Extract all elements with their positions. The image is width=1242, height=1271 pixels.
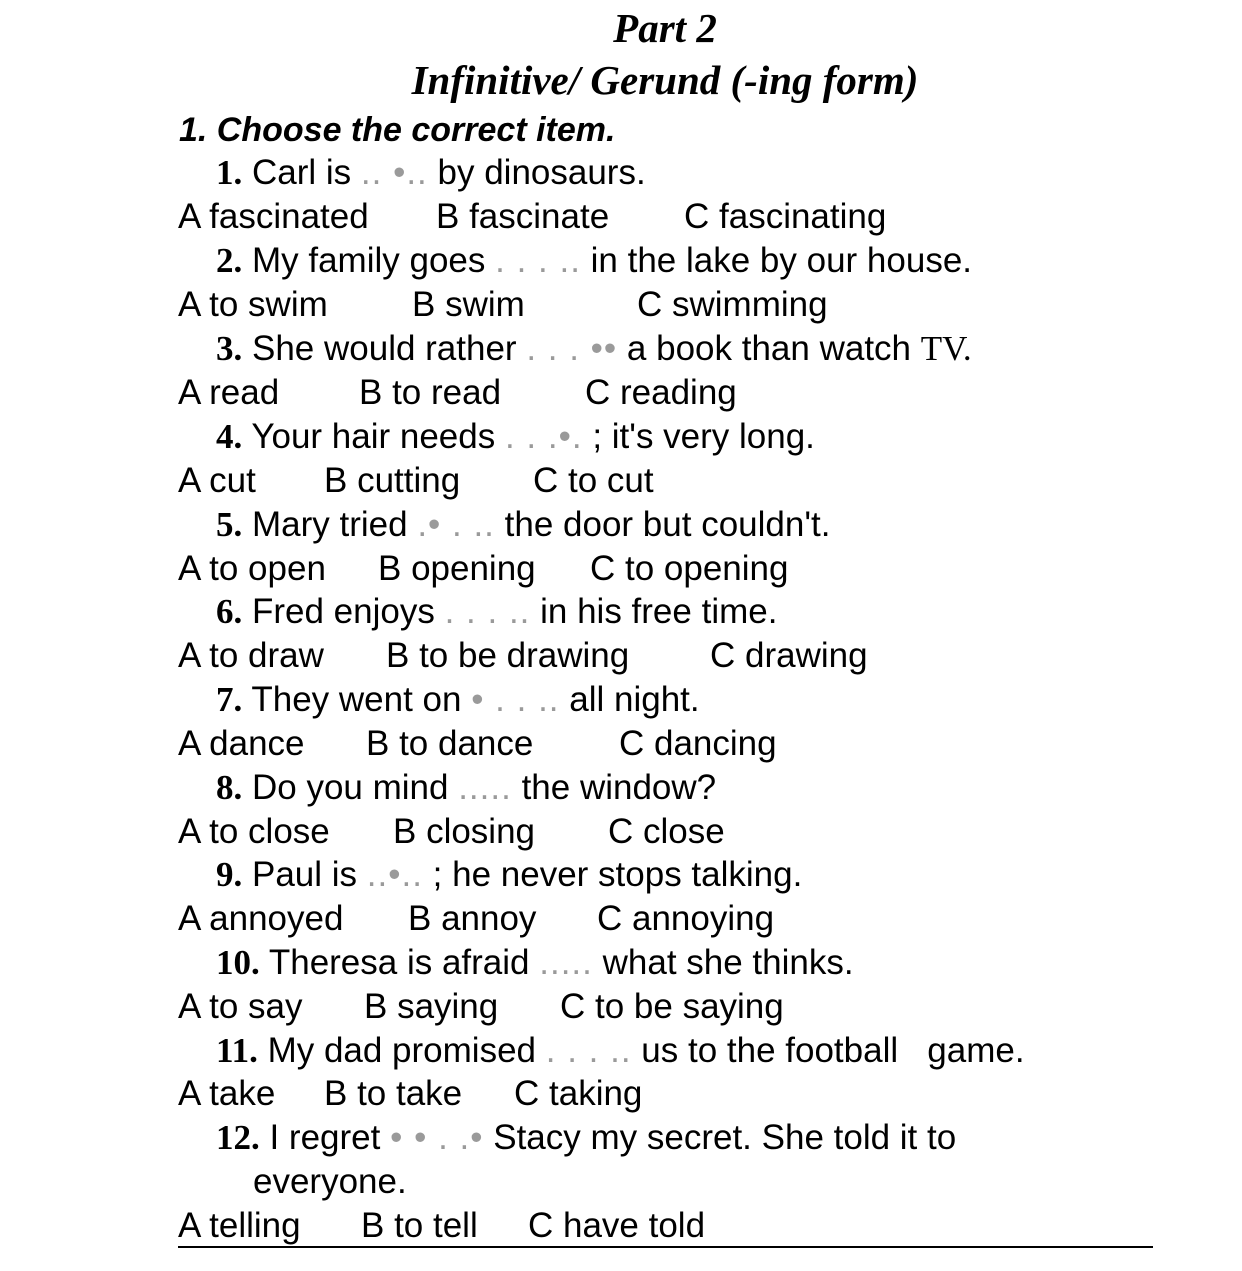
question-text-before: Do you mind	[251, 768, 449, 807]
option-a[interactable]: A telling	[178, 1206, 301, 1245]
part-title: Part 2	[613, 5, 717, 51]
exercise-instruction: 1. Choose the correct item.	[179, 111, 616, 149]
answer-gap: • • . .•	[390, 1118, 484, 1157]
question-number: 11.	[216, 1031, 258, 1070]
option-a[interactable]: A fascinated	[178, 197, 369, 236]
option-b[interactable]: B to take	[324, 1074, 463, 1113]
question-number: 4.	[216, 417, 243, 456]
option-c[interactable]: C close	[608, 812, 725, 851]
answer-gap: .. •..	[360, 153, 428, 192]
option-b[interactable]: B closing	[393, 812, 536, 851]
question-text-after: by dinosaurs.	[437, 153, 646, 192]
question-text-tv: TV.	[920, 329, 972, 368]
answer-gap: .....	[458, 768, 512, 807]
question-number: 9.	[216, 855, 243, 894]
question-11	[216, 1031, 1025, 1071]
option-b[interactable]: B to dance	[366, 724, 534, 763]
option-a[interactable]: A to say	[178, 987, 303, 1026]
question-7	[216, 680, 700, 720]
answer-gap: . . .•.	[504, 417, 583, 456]
answer-gap: ..•..	[366, 855, 423, 894]
option-c[interactable]: C have told	[528, 1206, 706, 1245]
question-text-after: the door but couldn't.	[504, 505, 831, 544]
answer-gap: . . . ••	[526, 329, 618, 368]
option-a[interactable]: A to close	[178, 812, 330, 851]
answer-gap: .....	[539, 943, 593, 982]
question-text-after: what she thinks.	[602, 943, 854, 982]
question-1	[216, 153, 646, 193]
question-4	[216, 417, 815, 457]
question-text-after: a book than watch	[626, 329, 912, 368]
answer-gap: . . . ..	[495, 241, 581, 280]
question-text-before: Paul is	[251, 855, 358, 894]
question-text-before: Theresa is afraid	[268, 943, 530, 982]
option-b[interactable]: B opening	[378, 549, 536, 588]
option-c[interactable]: C swimming	[637, 285, 828, 324]
option-b[interactable]: B annoy	[408, 899, 537, 938]
question-3	[216, 329, 972, 369]
question-5	[216, 505, 830, 545]
option-c[interactable]: C reading	[585, 373, 737, 412]
option-c[interactable]: C to be saying	[560, 987, 784, 1026]
option-a[interactable]: A read	[178, 373, 280, 412]
question-6	[216, 592, 777, 632]
question-number: 12.	[216, 1118, 260, 1157]
question-text-after: in the lake by our house.	[590, 241, 973, 280]
option-c[interactable]: C to cut	[533, 461, 654, 500]
question-8	[216, 768, 716, 808]
question-text-before: She would rather	[251, 329, 517, 368]
bottom-rule	[178, 1246, 1153, 1248]
answer-gap: .• . ..	[417, 505, 495, 544]
option-b[interactable]: B swim	[412, 285, 525, 324]
option-a[interactable]: A to draw	[178, 636, 324, 675]
question-number: 2.	[216, 241, 243, 280]
section-subtitle: Infinitive/ Gerund (-ing form)	[411, 57, 919, 103]
question-text-before: Mary tried	[251, 505, 408, 544]
question-text-before: I regret	[269, 1118, 381, 1157]
option-a[interactable]: A annoyed	[178, 899, 344, 938]
answer-gap: . . . ..	[545, 1031, 632, 1070]
question-number: 10.	[216, 943, 260, 982]
option-b[interactable]: B to be drawing	[386, 636, 630, 675]
option-c[interactable]: C taking	[514, 1074, 643, 1113]
question-text-after: the window?	[521, 768, 717, 807]
option-b[interactable]: B cutting	[324, 461, 461, 500]
question-text-before: Fred enjoys	[251, 592, 435, 631]
question-12-continuation: everyone.	[253, 1162, 407, 1201]
option-c[interactable]: C dancing	[619, 724, 777, 763]
question-text-after: ; he never stops talking.	[432, 855, 803, 894]
option-b[interactable]: B to tell	[361, 1206, 478, 1245]
option-b[interactable]: B to read	[359, 373, 502, 412]
option-c[interactable]: C to opening	[590, 549, 789, 588]
question-number: 6.	[216, 592, 243, 631]
question-number: 1.	[216, 153, 243, 192]
question-text-before: Your hair needs	[251, 417, 496, 456]
option-b[interactable]: B saying	[364, 987, 499, 1026]
question-text-before: Carl is	[251, 153, 352, 192]
question-text-after: us to the football game.	[641, 1031, 1025, 1070]
question-text-after: Stacy my secret. She told it to	[493, 1118, 957, 1157]
question-2	[216, 241, 972, 281]
question-text-before: My dad promised	[267, 1031, 537, 1070]
question-text-after: all night.	[569, 680, 700, 719]
option-a[interactable]: A cut	[178, 461, 256, 500]
option-a[interactable]: A take	[178, 1074, 276, 1113]
question-text-after: ; it's very long.	[592, 417, 815, 456]
question-number: 8.	[216, 768, 243, 807]
option-c[interactable]: C annoying	[597, 899, 775, 938]
question-text-before: They went on	[251, 680, 462, 719]
question-number: 3.	[216, 329, 243, 368]
question-10	[216, 943, 854, 983]
question-number: 7.	[216, 680, 243, 719]
question-text-before: My family goes	[251, 241, 486, 280]
option-a[interactable]: A to swim	[178, 285, 328, 324]
option-a[interactable]: A dance	[178, 724, 305, 763]
option-c[interactable]: C fascinating	[684, 197, 887, 236]
question-12	[216, 1118, 956, 1158]
answer-gap: • . . ..	[471, 680, 560, 719]
option-c[interactable]: C drawing	[710, 636, 868, 675]
question-text-after: in his free time.	[540, 592, 778, 631]
question-9	[216, 855, 802, 895]
answer-gap: . . . ..	[444, 592, 531, 631]
option-a[interactable]: A to open	[178, 549, 326, 588]
option-b[interactable]: B fascinate	[436, 197, 610, 236]
question-number: 5.	[216, 505, 243, 544]
